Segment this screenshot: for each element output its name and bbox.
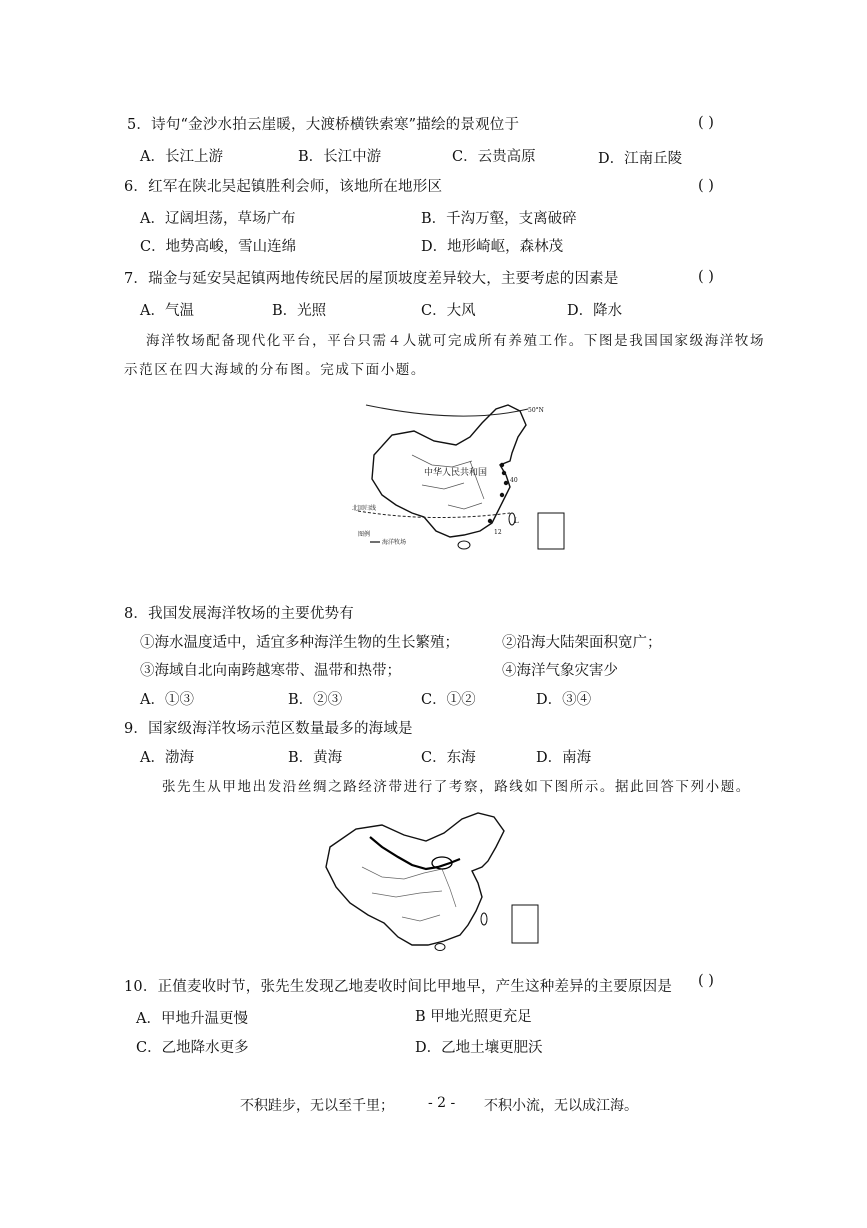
question-8-statement-1: ①海水温度适中，适宜多种海洋生物的生长繁殖； — [140, 635, 459, 651]
question-5-answer-paren: ( ) — [698, 115, 714, 131]
question-8-stem: 8．我国发展海洋牧场的主要优势有 — [124, 606, 354, 622]
page-number: - 2 - — [428, 1095, 456, 1111]
question-7-option-c: C．大风 — [421, 303, 476, 319]
question-6-stem: 6．红军在陕北吴起镇胜利会师，该地所在地形区 — [124, 179, 443, 195]
question-6-option-c: C．地势高峻，雪山连绵 — [140, 239, 297, 255]
silk-road-route-line — [370, 837, 460, 869]
question-5-option-b: B．长江中游 — [298, 149, 382, 165]
south-china-sea-inset — [538, 513, 564, 549]
ranch-marker — [504, 481, 508, 485]
passage-ocean-ranch-line-1: 海洋牧场配备现代化平台，平台只需４人就可完成所有养殖工作。下图是我国国家级海洋牧场 — [146, 333, 766, 349]
question-7-option-a: A．气温 — [140, 303, 194, 319]
question-8-statement-2: ②沿海大陆架面积宽广； — [502, 635, 662, 651]
map1-marker-label-2: L — [514, 517, 519, 525]
question-6-option-a: A．辽阔坦荡，草场广布 — [140, 211, 296, 227]
map1-tropic-label: 北回归线 — [352, 505, 377, 512]
question-9-option-b: B．黄海 — [288, 750, 343, 766]
question-10-option-b: B 甲地光照更充足 — [415, 1009, 532, 1025]
question-10-option-a: A．甲地升温更慢 — [136, 1011, 248, 1027]
question-10-option-d: D．乙地土壤更肥沃 — [415, 1040, 543, 1056]
question-10-option-c: C．乙地降水更多 — [136, 1040, 249, 1056]
question-8-option-c: C．①② — [421, 692, 476, 708]
question-8-option-a: A．①③ — [140, 692, 194, 708]
south-china-sea-inset — [512, 905, 538, 943]
question-9-option-d: D．南海 — [536, 750, 592, 766]
footer-motto-right: 不积小流，无以成江海。 — [484, 1098, 638, 1114]
question-7-option-b: B．光照 — [272, 303, 327, 319]
ranch-marker — [488, 519, 492, 523]
question-9-stem: 9．国家级海洋牧场示范区数量最多的海域是 — [124, 721, 413, 737]
tropic-line — [358, 511, 510, 518]
question-8-statement-4: ④海洋气象灾害少 — [502, 663, 618, 679]
question-8-option-d: D．③④ — [536, 692, 592, 708]
question-9-option-a: A．渤海 — [140, 750, 194, 766]
question-10-stem: 10．正值麦收时节，张先生发现乙地麦收时间比甲地早，产生这种差异的主要原因是 — [124, 979, 673, 995]
map1-marker-label-3: 12 — [494, 529, 502, 536]
map1-country-label: 中华人民共和国 — [424, 468, 488, 478]
map1-marker-label-1: 40 — [510, 477, 518, 484]
map1-legend-item: 海洋牧场 — [382, 539, 407, 546]
question-6-answer-paren: ( ) — [698, 178, 714, 194]
china-route-map — [312, 807, 552, 957]
question-5-stem: 5．诗句“金沙水拍云崖暖，大渡桥横铁索寒”描绘的景观位于 — [127, 117, 520, 133]
ranch-marker — [500, 493, 504, 497]
question-10-answer-paren: ( ) — [698, 973, 714, 989]
map1-legend-title: 图例 — [358, 531, 371, 538]
question-8-statement-3: ③海域自北向南跨越寒带、温带和热带； — [140, 663, 401, 679]
ranch-marker — [502, 471, 506, 475]
passage-ocean-ranch-line-2: 示范区在四大海域的分布图。完成下面小题。 — [124, 362, 426, 378]
question-8-option-b: B．②③ — [288, 692, 343, 708]
hainan-island — [458, 541, 470, 549]
question-7-stem: 7．瑞金与延安吴起镇两地传统民居的屋顶坡度差异较大，主要考虑的因素是 — [124, 271, 619, 287]
question-9-option-c: C．东海 — [421, 750, 476, 766]
question-7-option-d: D．降水 — [567, 303, 623, 319]
china-border — [326, 813, 504, 945]
question-7-answer-paren: ( ) — [698, 269, 714, 285]
passage-silk-road: 张先生从甲地出发沿丝绸之路经济带进行了考察，路线如下图所示。据此回答下列小题。 — [162, 779, 751, 795]
footer-motto-left: 不积跬步，无以至千里； — [240, 1098, 394, 1114]
question-6-option-d: D．地形崎岖，森林茂 — [421, 239, 564, 255]
question-5-option-d: D．江南丘陵 — [598, 151, 683, 167]
question-5-option-c: C．云贵高原 — [452, 149, 536, 165]
map-silk-road-route — [312, 807, 552, 957]
map1-lat-label: 50°N — [528, 407, 544, 414]
ranch-marker — [500, 463, 504, 467]
question-5-option-a: A．长江上游 — [140, 149, 223, 165]
question-6-option-b: B．千沟万壑，支离破碎 — [421, 211, 577, 227]
map-ocean-ranch-distribution — [352, 395, 582, 560]
